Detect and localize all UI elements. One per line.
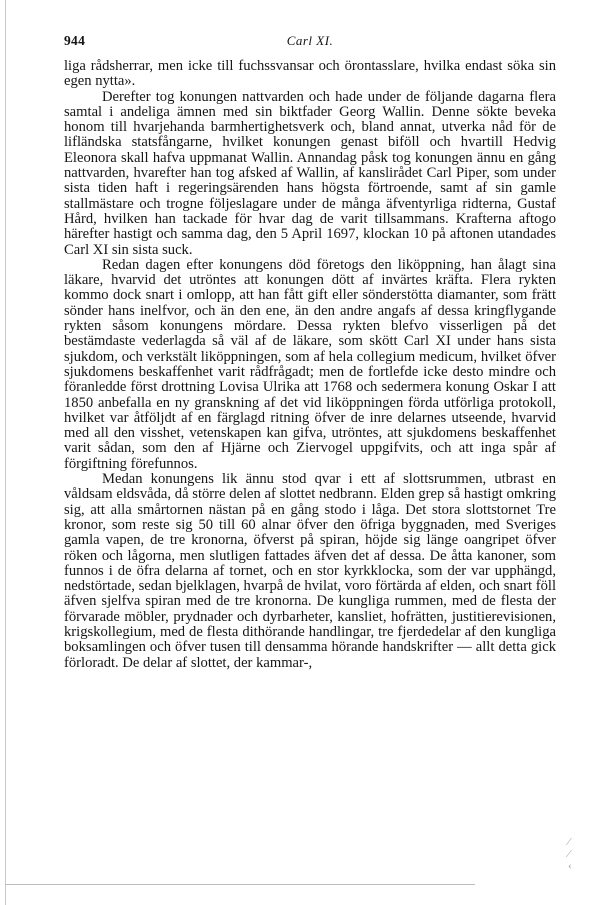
- running-title: Carl XI.: [286, 33, 334, 48]
- page-header: [64, 33, 556, 51]
- scan-edge-bottom: [5, 884, 475, 885]
- body-text: [64, 59, 556, 671]
- paragraph-communion: Derefter tog konungen nattvarden och hade under de följande dagarna flera samtal i andeliga ämnen med sin biktfader Georg Wallin. Denne sökte beveka honom till hvarjehanda barmhertighetsverk och, bland annat, utverka nåd för de lifländska statsfångarne, hvilket konungen genast biföll och hvartill Hedvig Eleonora skall hafva uppmanat Wallin. Annandag påsk tog konungen ännu en gång nattvarden, hvarefter han tog afsked af Wallin, af kanslirådet Carl Piper, som under sista tiden haft i regeringsärenden hans högsta förtroende, samt af sin gamle stallmästare och trogne följeslagare under de många äfventyrliga ridterna, Gustaf Hård, hvilken han tackade för hvar dag de varit tillsammans. Krafterna aftogo härefter hastigt och samma dag, den 5 April 1697, klockan 10 på aftonen utandades Carl XI sin sista suck.: [64, 88, 556, 258]
- paragraph-castle-fire: Medan konungens lik ännu stod qvar i ett af slottsrummen, utbrast en våldsam eldsvåda, då större delen af slottet nedbrann. Elden grep så hastigt omkring sig, att alla smårtornen nästan på en gång stodo i låga. Det stora slottstornet Tre kronor, som reste sig 50 till 60 alnar öfver den öfriga byggnaden, med Sveriges gamla vapen, de tre kronorna, öfverst på spiran, höjde sig länge oangripet öfver röken och lågorna, men slutligen fattades äfven det af dessa. De åtta kanoner, som funnos i de öfra delarna af tornet, och en stor kyrkklocka, som der var upphängd, nedstörtade, sedan bjelklagen, hvarpå de hvilat, voro förtärda af elden, och snart föll äfven sjelfva spiran med de tre kronorna. De kungliga rummen, med de flesta der förvarade möbler, prydnader och dyrbarheter, kansliet, hofrätten, justitierevisionen, krigskollegium, med de flesta dithörande handlingar, tre fjerdedelar af den kungliga boksamlingen och öfver tusen till densamma hörande handskrifter — allt detta gick förloradt. De delar af slottet, der kammar-,: [64, 471, 556, 671]
- scan-edge-left: [5, 0, 6, 905]
- paragraph-continuation: liga rådsherrar, men icke till fuchssvansar och örontasslare, hvilka endast söka sin egen nytta».: [64, 58, 556, 90]
- page-number: 944: [64, 33, 86, 48]
- margin-pencil-mark: ⁄ ⁄ ‹: [568, 836, 572, 872]
- paragraph-autopsy: Redan dagen efter konungens död företogs den liköppning, han ålagt sina läkare, hvarvid det utröntes att konungen dött af invärtes kräfta. Flera rykten kommo dock snart i omlopp, att han fått gift eller sönderstötta diamanter, som frätt sönder hans inelfvor, och än den ene, än den andre angafs af dessa kringflygande rykten såsom konungens mördare. Dessa rykten blefvo visserligen på det bestämdaste vederlagda så väl af de läkare, som skött Carl XI under hans sista sjukdom, och verkstält liköppningen, som af hela collegium medicum, hvilket öfver sjukdomens beskaffenhet varit rådfrågadt; men de fortlefde icke desto mindre och föranledde först drottning Lovisa Ulrika att 1768 och sedermera konung Oskar I att 1850 anbefalla en ny granskning af det vid liköppningen förda utförliga protokoll, hvilket var åtföljdt af en färglagd ritning öfver de inre delarnes utseende, hvarvid med all den visshet, vetenskapen kan gifva, utröntes, att sjukdomens beskaffenhet varit sådan, som den af Hjärne och Ziervogel uppgifvits, och att inga spår af förgiftning förefunnos.: [64, 256, 556, 472]
